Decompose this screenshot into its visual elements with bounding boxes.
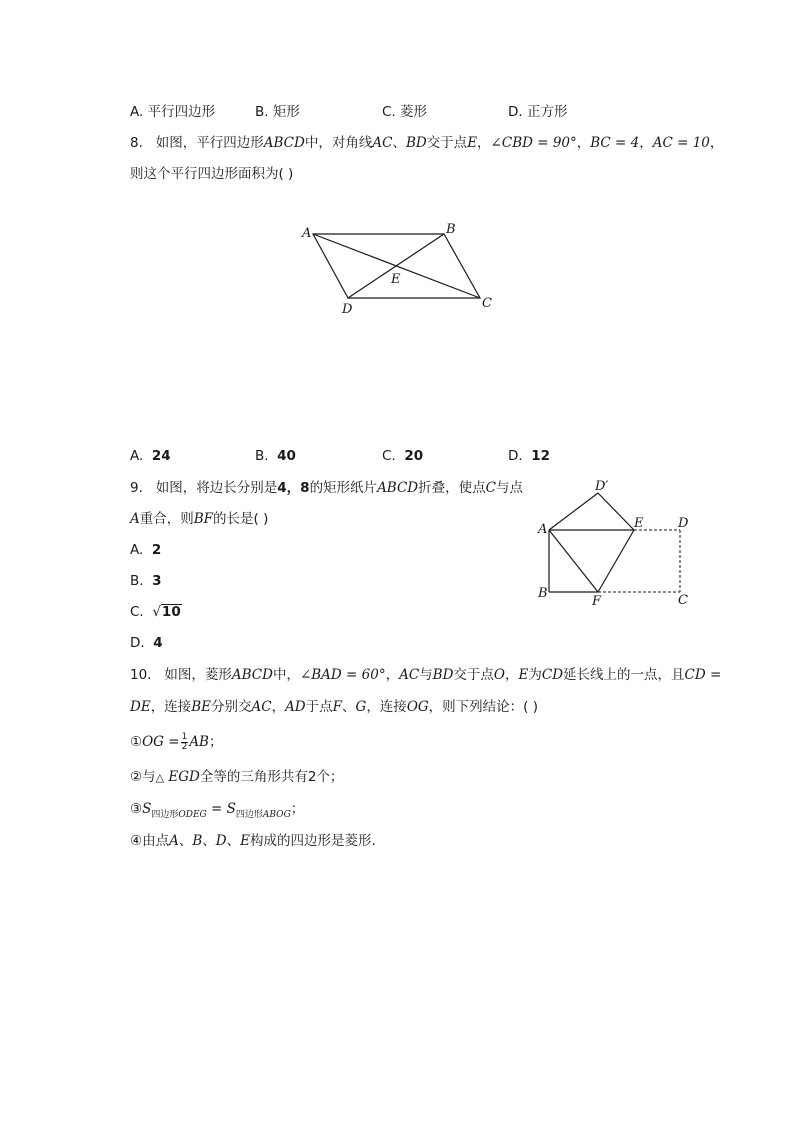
q9-option-d: D. 4 [130, 635, 163, 651]
diagonal-bd [348, 234, 444, 298]
q9-option-b: B. 3 [130, 573, 162, 589]
q9-option-c: C. √10 [130, 604, 181, 620]
q10-stem-line1: 10. 如图，菱形ABCD中，∠BAD = 60°，AC与BD交于点O，E为CD延长线上的一点，且CD = [130, 667, 722, 683]
q8-option-d: D. 12 [508, 448, 551, 464]
label-b: B [538, 586, 548, 601]
label-d-prime: D′ [595, 479, 609, 494]
q7-option-a: A. 平行四边形 [130, 104, 216, 120]
segment-d-prime-e [598, 493, 634, 530]
q9-stem-line2: A重合，则BF的长是( ) [130, 511, 269, 527]
q9-stem-line1: 9. 如图，将边长分别是4，8的矩形纸片ABCD折叠，使点C与点 [130, 480, 523, 496]
segment-ad-prime [549, 493, 598, 530]
q10-conclusion-2: ②与△ EGD全等的三角形共有2个； [130, 769, 344, 785]
fraction-one-half: $\frac{1}{2}$ [181, 731, 188, 752]
segment-af [549, 530, 598, 592]
q8-option-a: A. 24 [130, 448, 171, 464]
label-d: D [678, 516, 689, 531]
q10-conclusion-3: $③S_{四边形ODEG} = S_{四边形ABOG}$； [130, 801, 305, 820]
q8-option-b: B. 40 [255, 448, 296, 464]
label-c: C [678, 593, 688, 608]
label-a: A [538, 522, 548, 537]
q8-stem-line1: 8. 如图，平行四边形ABCD中，对角线AC、BD交于点E，∠CBD = 90°，BC = 4，AC = 10， [130, 135, 724, 151]
q7-option-c: C. 菱形 [382, 104, 428, 120]
q9-folded-rectangle-figure [530, 472, 700, 612]
q10-conclusion-4: ④由点A、B、D、E构成的四边形是菱形. [130, 833, 376, 849]
q7-option-d: D. 正方形 [508, 104, 568, 120]
label-b: B [446, 222, 456, 237]
q8-stem-line2: 则这个平行四边形面积为( ) [130, 166, 294, 182]
label-e: E [391, 272, 401, 287]
fold-line-ef [598, 530, 634, 592]
q9-option-a: A. 2 [130, 542, 162, 558]
label-d: D [342, 302, 353, 317]
q7-option-b: B. 矩形 [255, 104, 300, 120]
q8-parallelogram-figure [290, 215, 505, 325]
label-c: C [482, 296, 492, 311]
label-e: E [634, 516, 644, 531]
label-f: F [592, 594, 602, 609]
q10-conclusion-1: ①OG = $\frac{1}{2}$ AB； [130, 731, 223, 752]
q10-stem-line2: DE，连接BE分别交AC，AD于点F、G，连接OG，则下列结论：( ) [130, 699, 538, 715]
label-a: A [302, 226, 312, 241]
q8-option-c: C. 20 [382, 448, 424, 464]
